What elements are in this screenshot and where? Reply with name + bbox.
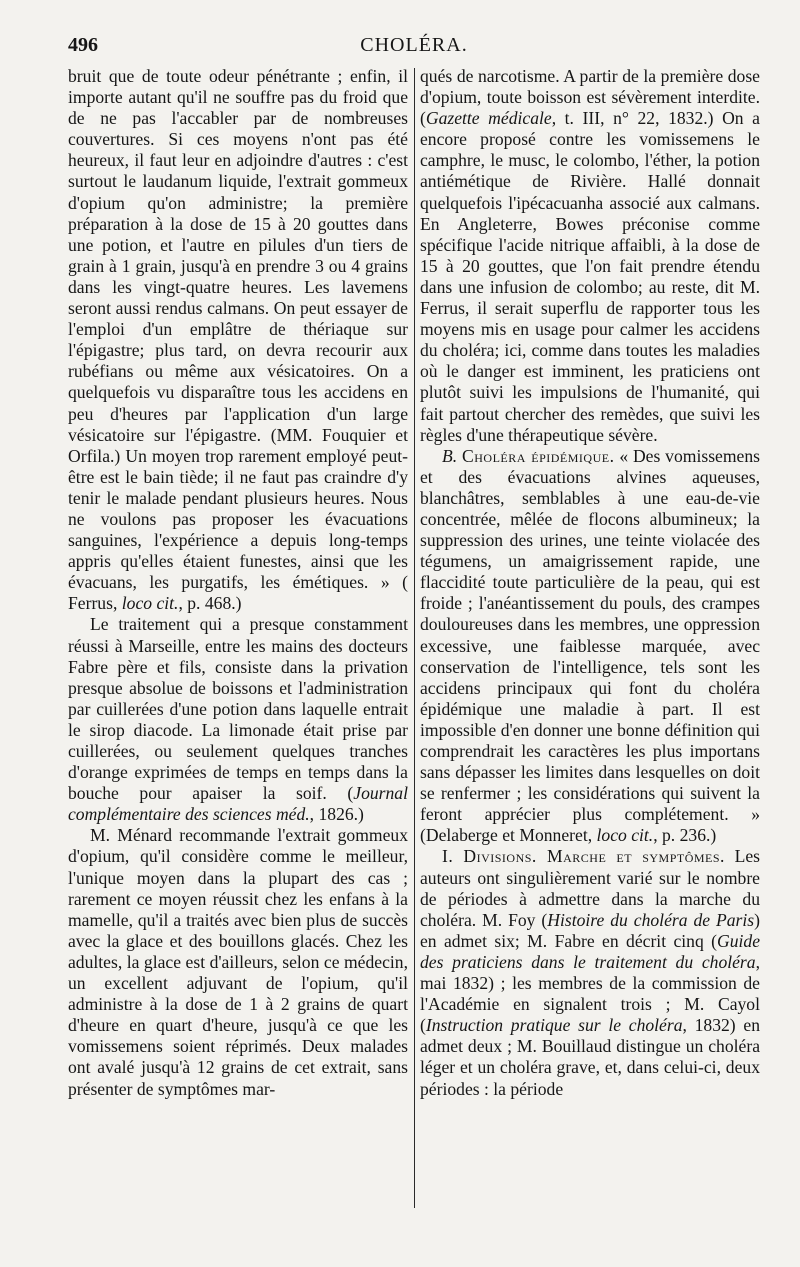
column-divider xyxy=(414,68,415,1208)
paragraph xyxy=(420,446,760,847)
text: , 1832) en admet deux ; M. Bouillaud distingue un choléra léger et un choléra grave, et, dans celui-ci, deux périodes : la période xyxy=(420,1015,760,1099)
text: , p. 236.) xyxy=(653,825,717,846)
paragraph xyxy=(420,66,760,446)
running-title: CHOLÉRA. xyxy=(360,34,468,56)
text: Les auteurs ont singulièrement varié sur le nombre de périodes à admettre dans la marche du choléra. M. Foy ( xyxy=(420,846,760,930)
text-columns xyxy=(68,66,760,1208)
citation: Journal complémentaire des sciences méd. xyxy=(68,783,408,825)
text: qués de narcotisme. A partir de la première dose d'opium, toute boisson est sévèrement interdite. ( xyxy=(420,66,760,129)
section-heading: I. Divisions. Marche et symptômes. xyxy=(442,846,725,867)
citation: Instruction pratique sur le choléra xyxy=(425,1015,683,1036)
page-number: 496 xyxy=(68,34,98,56)
page-header xyxy=(68,34,760,64)
citation: Gazette médicale xyxy=(425,108,552,129)
text: bruit que de toute odeur pénétrante ; enfin, il importe autant qu'il ne souffre pas du froid que de ne pas l'accabler par de nombreuses couvertures. Si ces moyens n'ont pas été heureux, il faut leur en adjoindre d'autres : c'est surtout le laudanum liquide, l'extrait gommeux d'opium qu'on administre; la première préparation à la dose de 15 à 20 gouttes dans une potion, et l'autre en pilules d'un tiers de grain à 1 grain, jusqu'à en prendre 3 ou 4 grains dans les vingt-quatre heures. Les lavemens seront aussi rendus calmans. On peut essayer de l'emploi d'un emplâtre de thériaque sur l'épigastre; plus tard, on devra recourir aux rubéfians ou même aux vésicatoires. On a quelquefois vu disparaître tous les accidens en peu d'heures par l'application d'un large vésicatoire sur l'épigastre. (MM. Fouquier et Orfila.) Un moyen trop rarement employé peut-être est le bain tiède; il ne faut pas craindre d'y tenir le malade pendant plusieurs heures. Nous ne voulons pas proposer les évacuations sanguines, l'expérience a depuis long-temps appris qu'elles étaient funestes, ainsi que les évacuans, les purgatifs, les émétiques. » ( Ferrus, xyxy=(68,66,408,614)
text: « Des vomissemens et des évacuations alvines aqueuses, blanchâtres, semblables à une eau-de-vie concentrée, mêlée de flocons albumineux; la suppression des urines, une teinte violacée des tégumens, un amaigrissement rapide, une flaccidité toute particulière de la peau, qui est froide ; l'anéantissement du pouls, des crampes douloureuses dans les membres, une oppression excessive, une faiblesse marquée, avec conservation de l'intelligence, tels sont les accidens principaux qui font du choléra épidémique une maladie à part. Il est impossible d'en donner une bonne définition qui comprendrait les caractères les plus importans sans dépasser les limites dans lesquelles on doit se renfermer ; les considérations qui suivent la feront apprécier plus complétement. » (Delaberge et Monneret, xyxy=(420,445,760,846)
paragraph xyxy=(68,614,408,825)
text: , 1826.) xyxy=(309,804,364,825)
paragraph xyxy=(68,66,408,614)
text: ) en admet six; M. Fabre en décrit cinq ( xyxy=(420,909,760,951)
citation: loco cit. xyxy=(596,825,654,846)
citation: loco cit. xyxy=(121,593,179,614)
text: , p. 468.) xyxy=(178,593,242,614)
text: , t. III, n° 22, 1832.) On a encore proposé contre les vomissemens le camphre, le musc, le colombo, l'éther, la potion antiémétique de Rivière. Hallé donnait quelquefois l'ipécacuanha associé aux calmans. En Angleterre, Bowes préconise comme spécifique l'acide nitrique affaibli, à la dose de 15 à 20 gouttes, que l'on fait prendre étendu dans une infusion de colombo; au reste, dit M. Ferrus, il serait superflu de rapporter tous les moyens mis en usage pour calmer les accidens du choléra; ici, comme dans toutes les maladies où le danger est imminent, les praticiens ont plutôt suivi les impulsions de l'humanité, qui fait partout chercher des remèdes, que suivi les règles d'une thérapeutique sévère. xyxy=(420,108,760,445)
paragraph xyxy=(420,846,760,1099)
right-column xyxy=(420,66,760,1208)
left-column xyxy=(68,66,408,1208)
text: , mai 1832) ; les membres de la commission de l'Académie en signalent trois ; M. Cayol ( xyxy=(420,951,760,1036)
paragraph xyxy=(68,825,408,1099)
text: M. Ménard recommande l'extrait gommeux d'opium, qu'il considère comme le meilleur, l'unique moyen dans la plupart des cas ; rarement ce moyen réussit chez les enfans à la mamelle, qu'il a traités avec bien plus de succès avec la glace et des bouillons glacés. Chez les adultes, la glace est d'ailleurs, selon ce médecin, un excellent adjuvant de l'opium, qu'il administre à la dose de 1 à 2 grains de quart d'heure en quart d'heure, jusqu'à ce que les vomissemens soient réprimés. Deux malades ont avalé jusqu'à 12 grains de cet extrait, sans présenter de symptômes mar- xyxy=(68,825,408,1099)
citation: Histoire du choléra de Paris xyxy=(547,909,755,930)
text: Le traitement qui a presque constamment réussi à Marseille, entre les mains des docteurs Fabre père et fils, consiste dans la privation presque absolue de boissons et l'administration par cuillerées d'une potion dans laquelle entrait le sirop diacode. La limonade était prise par cuillerées, ou seulement quelques tranches d'orange exprimées de temps en temps dans la bouche pour apaiser la soif. ( xyxy=(68,614,408,804)
section-letter: B. xyxy=(442,445,458,466)
citation: Guide des praticiens dans le traitement du choléra xyxy=(420,930,760,972)
section-heading: Choléra épidémique. xyxy=(462,445,615,466)
